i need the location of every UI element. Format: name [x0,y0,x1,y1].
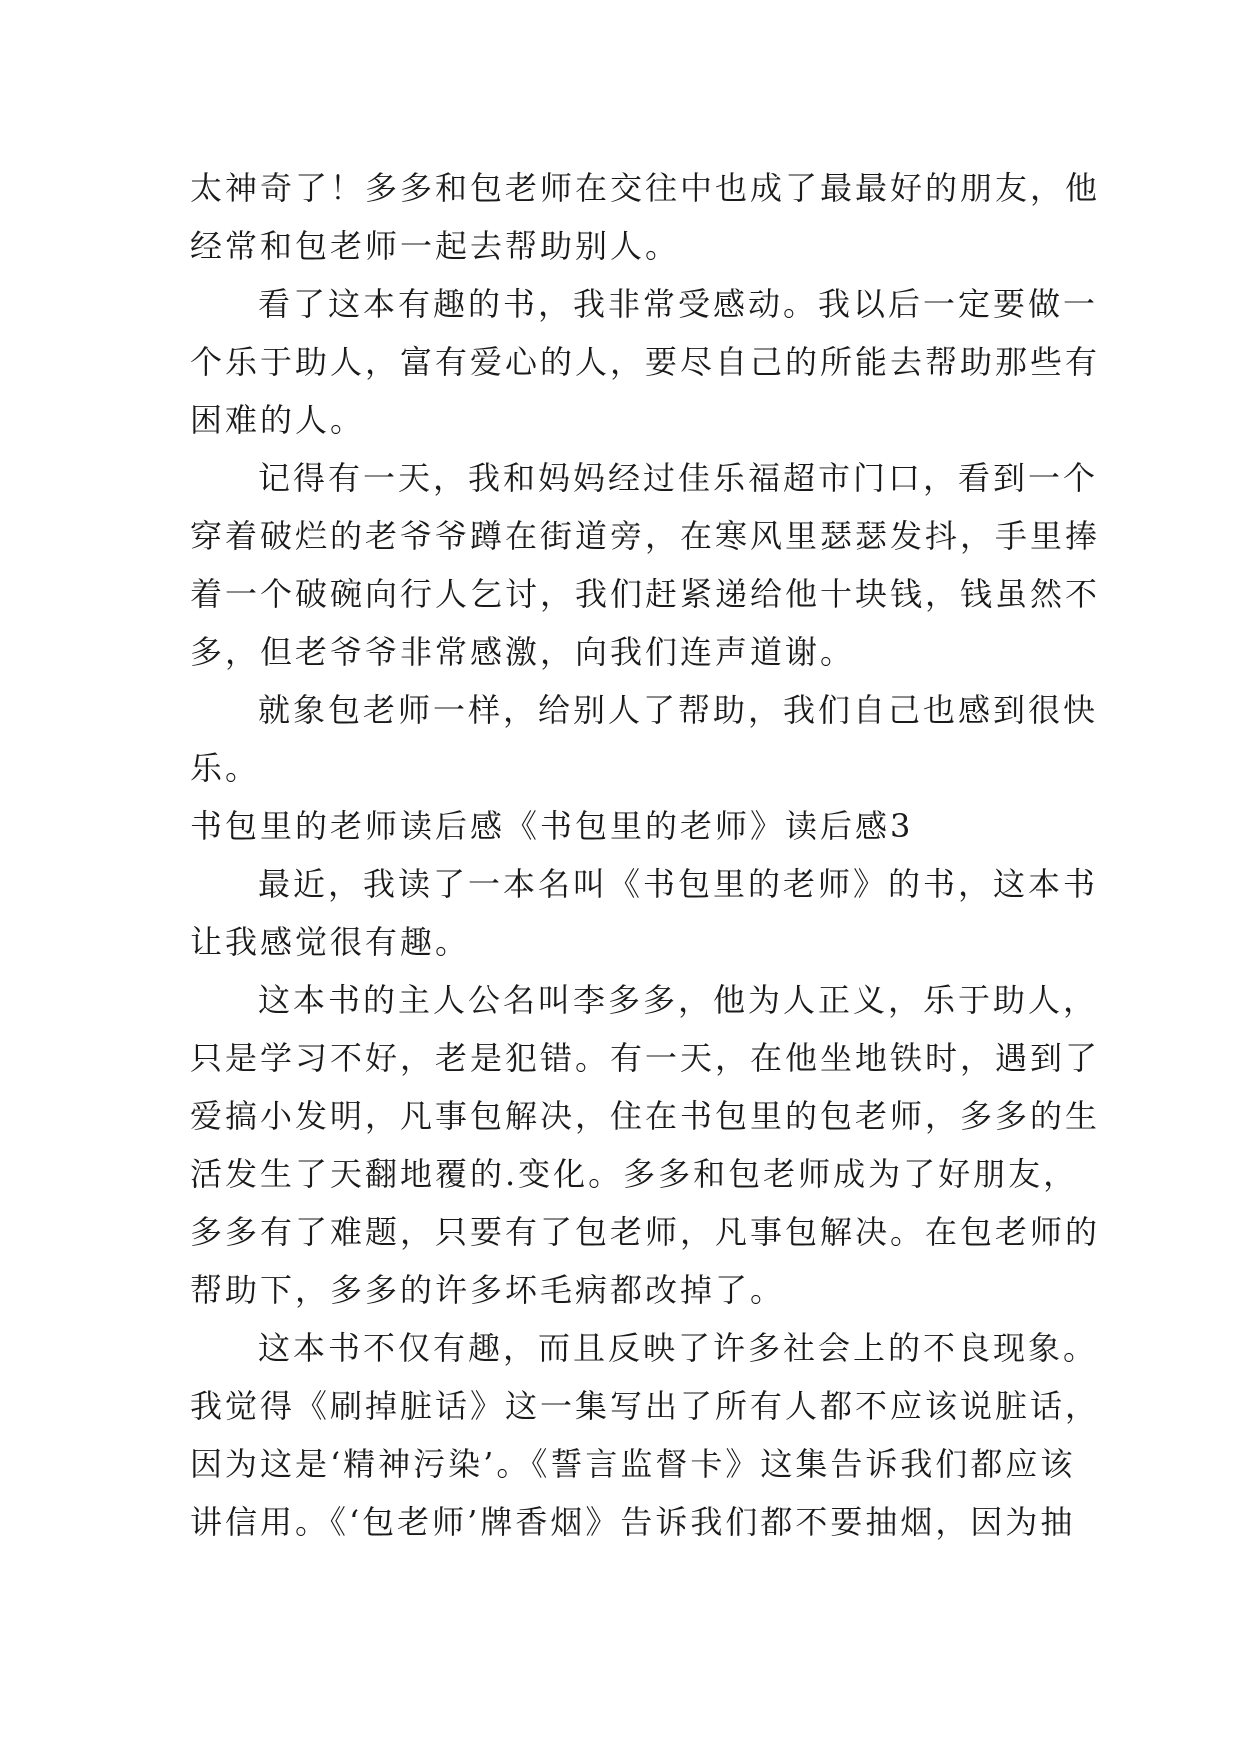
body-text-line: 讲信用。《‘包老师’牌香烟》告诉我们都不要抽烟，因为抽 [190,1503,1076,1541]
body-text-line: 穿着破烂的老爷爷蹲在街道旁，在寒风里瑟瑟发抖，手里捧 [190,517,1101,555]
paragraph-start-line: 看了这本有趣的书，我非常受感动。我以后一定要做一 [258,285,1099,323]
body-text-line: 因为这是‘精神污染’。《誓言监督卡》这集告诉我们都应该 [190,1445,1076,1483]
paragraph-start-line: 记得有一天，我和妈妈经过佳乐福超市门口，看到一个 [258,459,1099,497]
body-text-line: 着一个破碗向行人乞讨，我们赶紧递给他十块钱，钱虽然不 [190,575,1101,613]
paragraph-start-line: 这本书的主人公名叫李多多，他为人正义，乐于助人， [258,981,1099,1019]
body-text-line: 个乐于助人，富有爱心的人，要尽自己的所能去帮助那些有 [190,343,1101,381]
section-heading: 书包里的老师读后感《书包里的老师》读后感3 [190,807,914,845]
paragraph-start-line: 这本书不仅有趣，而且反映了许多社会上的不良现象。 [258,1329,1099,1367]
body-text-line: 让我感觉很有趣。 [190,923,471,961]
paragraph-start-line: 就象包老师一样，给别人了帮助，我们自己也感到很快 [258,691,1099,729]
body-text-line: 活发生了天翻地覆的.变化。多多和包老师成为了好朋友， [190,1155,1079,1193]
body-text-line: 经常和包老师一起去帮助别人。 [190,227,681,265]
body-text-line: 多，但老爷爷非常感激，向我们连声道谢。 [190,633,856,671]
body-text-line: 困难的人。 [190,401,366,439]
body-text-line: 乐。 [190,749,261,787]
body-text-line: 帮助下，多多的许多坏毛病都改掉了。 [190,1271,786,1309]
paragraph-start-line: 最近，我读了一本名叫《书包里的老师》的书，这本书 [258,865,1099,903]
body-text-line: 我觉得《刷掉脏话》这一集写出了所有人都不应该说脏话， [190,1387,1101,1425]
body-text-line: 只是学习不好，老是犯错。有一天，在他坐地铁时，遇到了 [190,1039,1101,1077]
body-text-line: 爱搞小发明，凡事包解决，住在书包里的包老师，多多的生 [190,1097,1101,1135]
body-text-line: 太神奇了！多多和包老师在交往中也成了最最好的朋友，他 [190,169,1101,207]
body-text-line: 多多有了难题，只要有了包老师，凡事包解决。在包老师的 [190,1213,1101,1251]
